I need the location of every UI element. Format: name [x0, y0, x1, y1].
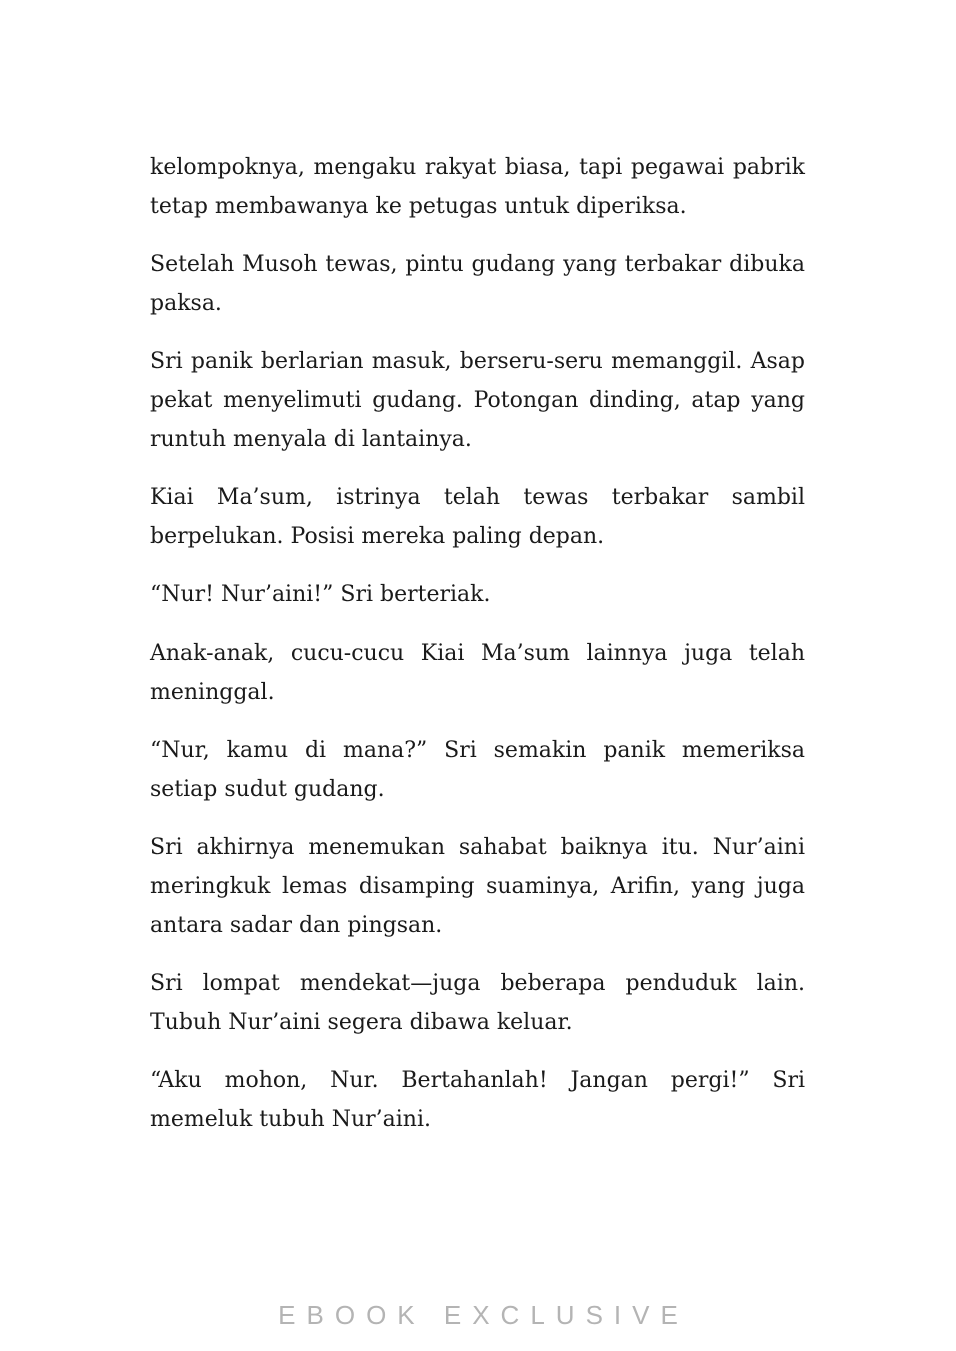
paragraph: Sri lompat mendekat—juga beberapa penduduk lain. Tubuh Nur’aini segera dibawa keluar.	[150, 971, 805, 1035]
ebook-exclusive-footer: EBOOK EXCLUSIVE	[278, 1300, 689, 1330]
paragraph: “Nur! Nur’aini!” Sri berteriak.	[150, 582, 491, 608]
paragraph: Sri akhirnya menemukan sahabat baiknya itu. Nur’aini meringkuk lemas disamping suaminya, Arifin, yang juga antara sadar dan pingsan.	[150, 835, 805, 938]
paragraph: Kiai Ma’sum, istrinya telah tewas terbakar sambil berpelukan. Posisi mereka paling depan.	[150, 485, 805, 549]
paragraph: Anak-anak, cucu-cucu Kiai Ma’sum lainnya juga telah meninggal.	[150, 640, 805, 705]
paragraph: “Nur, kamu di mana?” Sri semakin panik memeriksa setiap sudut gudang.	[150, 738, 805, 802]
paragraph: kelompoknya, mengaku rakyat biasa, tapi pegawai pabrik tetap membawanya ke petugas untuk diperiksa.	[150, 155, 805, 219]
body-text	[150, 149, 805, 1159]
paragraph: Setelah Musoh tewas, pintu gudang yang terbakar dibuka paksa.	[150, 252, 805, 316]
paragraph: Sri panik berlarian masuk, berseru-seru memanggil. Asap pekat menyelimuti gudang. Potongan dinding, atap yang runtuh menyala di lantainya.	[150, 349, 805, 452]
paragraph: “Aku mohon, Nur. Bertahanlah! Jangan pergi!” Sri memeluk tubuh Nur’aini.	[150, 1068, 805, 1132]
